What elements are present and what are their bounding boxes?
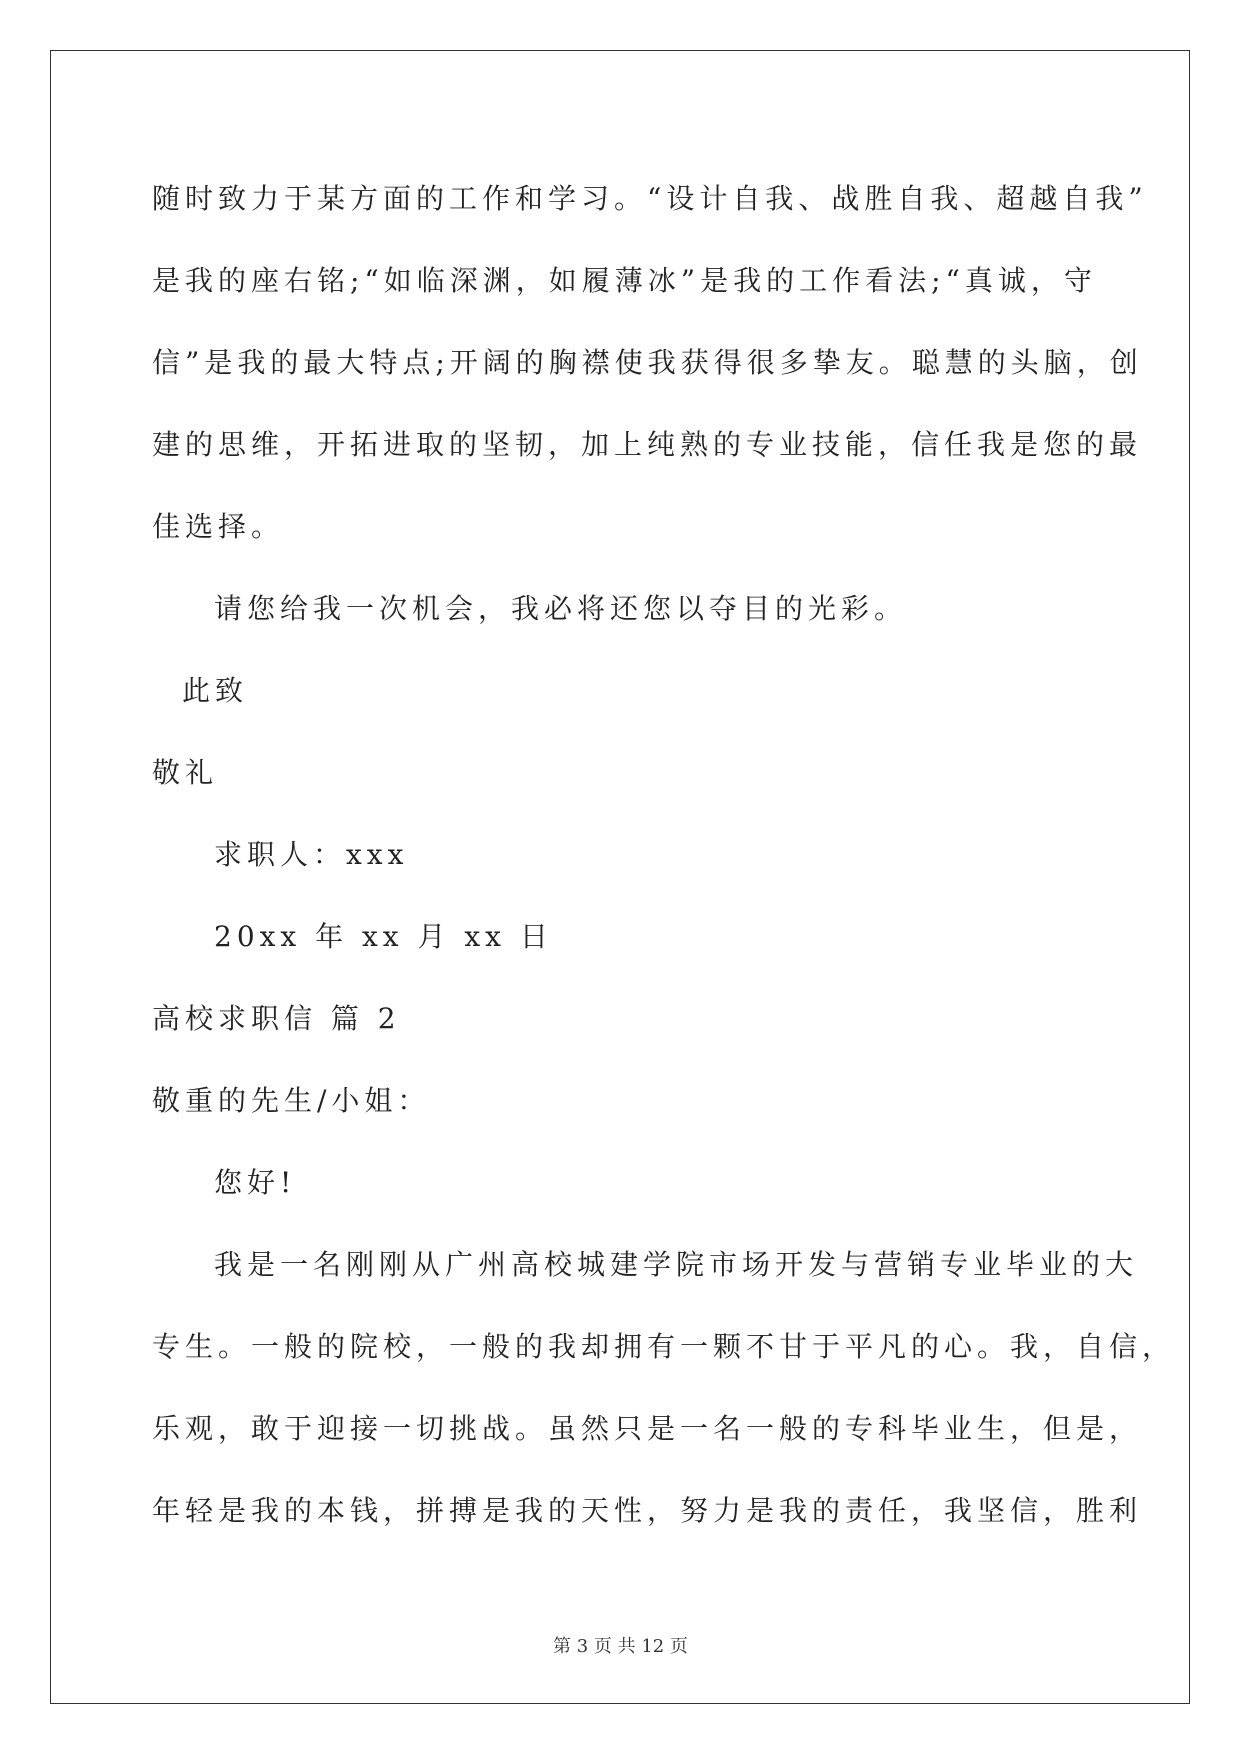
document-body xyxy=(152,158,1176,1552)
closing-salutation: 此致 xyxy=(182,674,249,707)
signature-date: 20xx 年 xx 月 xx 日 xyxy=(214,920,553,953)
paragraph-line: 是我的座右铭;“如临深渊，如履薄冰”是我的工作看法;“真诚，守 xyxy=(152,264,1097,297)
letter-hello: 您好! xyxy=(214,1166,297,1199)
paragraph-line: 我是一名刚刚从广州高校城建学院市场开发与营销专业毕业的大 xyxy=(214,1248,1139,1281)
closing-regards: 敬礼 xyxy=(152,756,219,789)
paragraph-line: 佳选择。 xyxy=(152,510,285,543)
paragraph-line: 年轻是我的本钱，拼搏是我的天性，努力是我的责任，我坚信，胜利 xyxy=(152,1494,1143,1527)
paragraph-line: 建的思维，开拓进取的坚韧，加上纯熟的专业技能，信任我是您的最 xyxy=(152,428,1143,461)
letter-greeting: 敬重的先生/小姐： xyxy=(152,1084,431,1117)
paragraph-line: 乐观，敢于迎接一切挑战。虽然只是一名一般的专科毕业生，但是， xyxy=(152,1412,1143,1445)
section-heading: 高校求职信 篇 2 xyxy=(152,1002,401,1035)
paragraph-line: 随时致力于某方面的工作和学习。“设计自我、战胜自我、超越自我” xyxy=(152,182,1148,215)
paragraph-line: 信”是我的最大特点;开阔的胸襟使我获得很多挚友。聪慧的头脑，创 xyxy=(152,346,1143,379)
signature-applicant: 求职人：xxx xyxy=(214,838,409,871)
page-number-footer: 第 3 页 共 12 页 xyxy=(553,1636,688,1657)
paragraph-line: 请您给我一次机会，我必将还您以夺目的光彩。 xyxy=(214,592,908,625)
paragraph-line: 专生。一般的院校，一般的我却拥有一颗不甘于平凡的心。我，自信， xyxy=(152,1330,1176,1363)
